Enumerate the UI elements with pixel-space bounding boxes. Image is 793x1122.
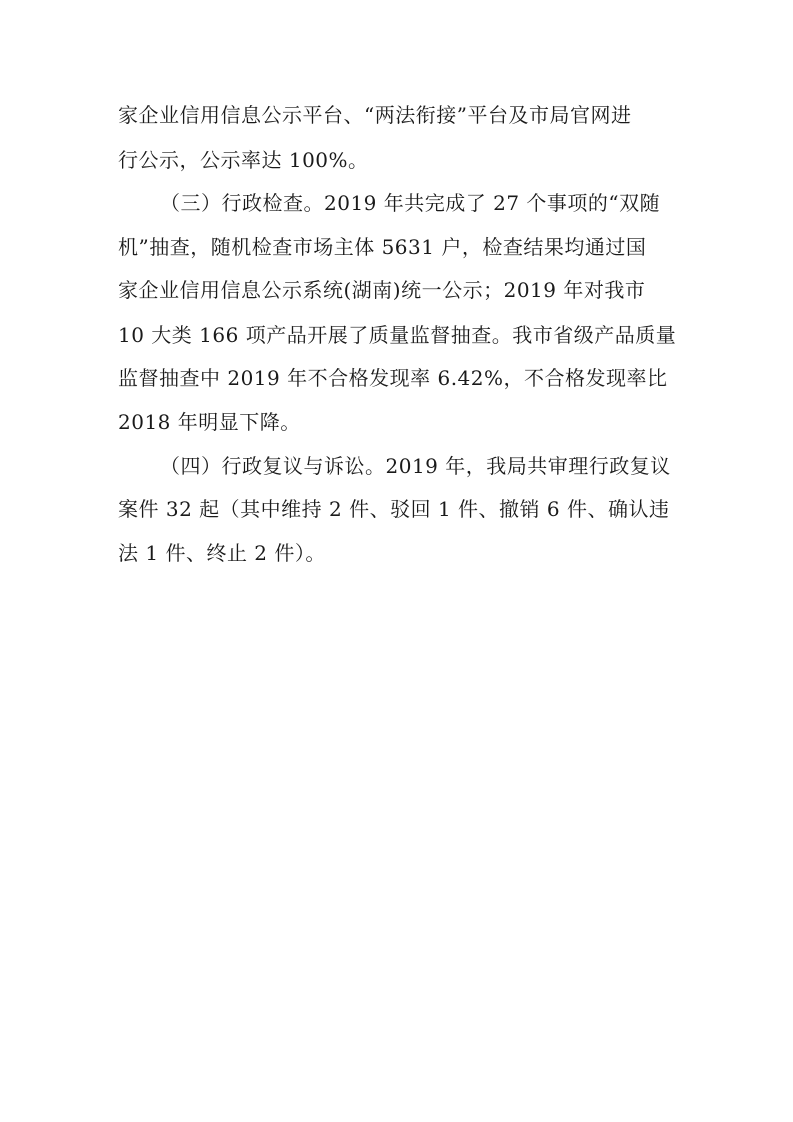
paragraph-line: 家企业信用信息公示平台、“两法衔接”平台及市局官网进 [118, 103, 632, 127]
paragraph-line: 10 大类 166 项产品开展了质量监督抽查。我市省级产品质量 [118, 323, 677, 347]
paragraph-line: 机”抽查，随机检查市场主体 5631 户，检查结果均通过国 [118, 235, 647, 259]
paragraph-line: 监督抽查中 2019 年不合格发现率 6.42%，不合格发现率比 [118, 366, 668, 390]
section-heading-line: （三）行政检查。2019 年共完成了 27 个事项的“双随 [160, 191, 661, 215]
paragraph-line: 2018 年明显下降。 [118, 410, 301, 434]
paragraph-line: 行公示，公示率达 100%。 [118, 148, 369, 172]
paragraph-line: 家企业信用信息公示系统(湖南)统一公示；2019 年对我市 [118, 278, 646, 302]
paragraph-line: 法 1 件、终止 2 件）。 [118, 541, 326, 565]
section-heading-line: （四）行政复议与诉讼。2019 年，我局共审理行政复议 [160, 454, 671, 478]
paragraph-line: 案件 32 起（其中维持 2 件、驳回 1 件、撤销 6 件、确认违 [118, 497, 670, 521]
